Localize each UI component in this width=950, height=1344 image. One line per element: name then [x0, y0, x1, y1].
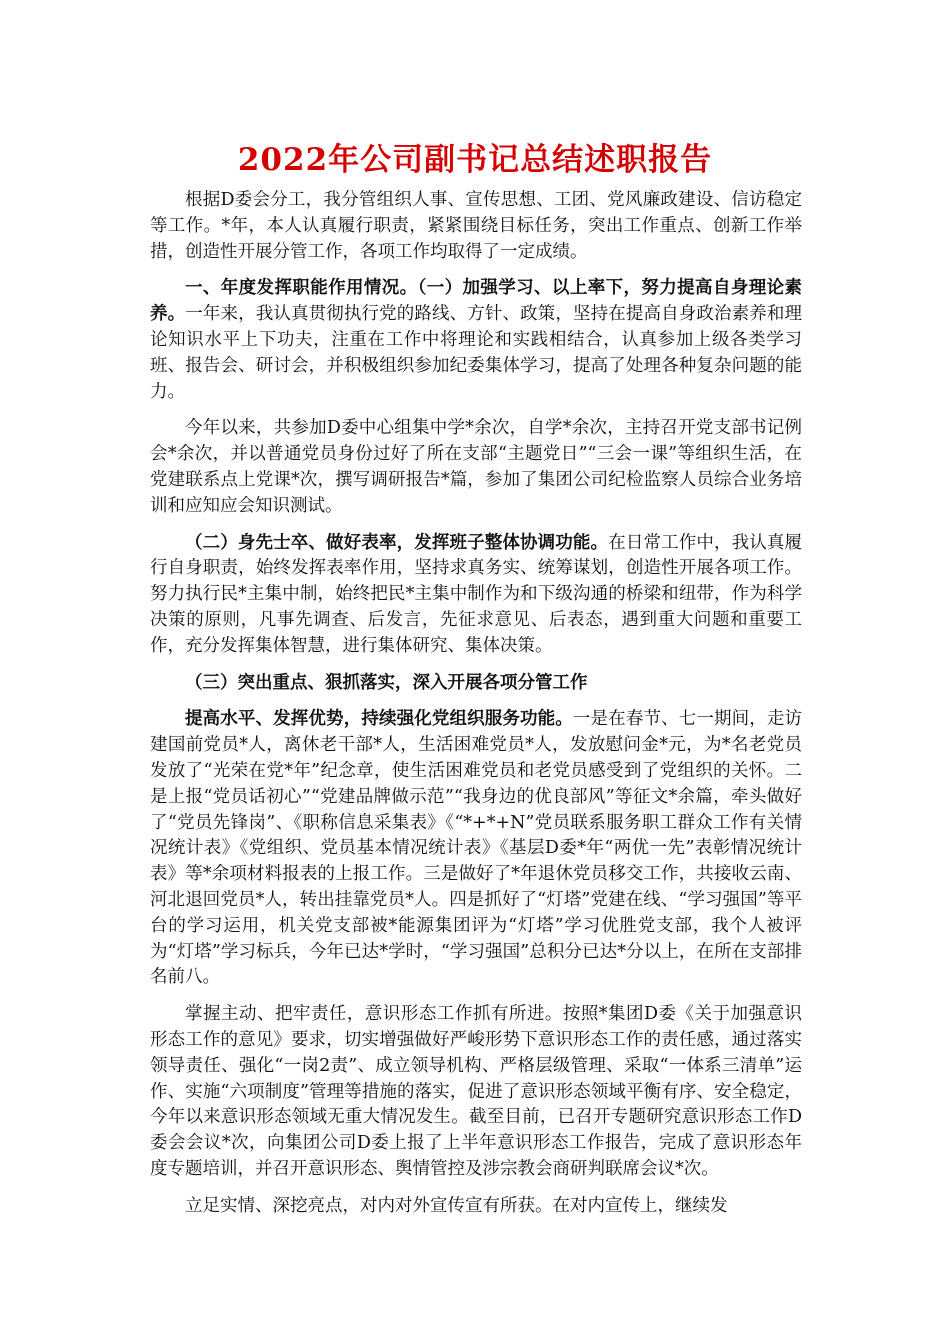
paragraph-text: 今年以来，共参加D委中心组集中学*余次，自学*余次，主持召开党支部书记例会*余次，并以普通党员身份过好了所在支部“主题党日”“三会一课”等组织生活，在党建联系点上党课*次，撰写调研报告*篇，参加了集团公司纪检监察人员综合业务培训和应知应会知识测试。	[150, 418, 802, 516]
paragraph-ideology	[150, 1002, 802, 1183]
paragraph-section-1	[150, 276, 802, 405]
section-heading: 一、年度发挥职能作用情况。（一）加强学习、以上率下，努力提高自身理论素养。	[150, 278, 802, 325]
subsection-heading: （三）突出重点、狠抓落实，深入开展各项分管工作	[185, 672, 588, 693]
document-body	[150, 188, 802, 1230]
paragraph-text: 一是在春节、七一期间，走访建国前党员*人，离休老干部*人，生活困难党员*人，发放慰问金*元，为*名老党员发放了“光荣在党*年”纪念章，使生活困难党员和老党员感受到了党组织的关怀。二是上报“党员话初心”“党建品牌做示范”“我身边的优良部风”等征文*余篇，牵头做好了“党员先锋岗”、《职称信息采集表》《“*+*+N”党员联系服务职工群众工作有关情况统计表》《党组织、党员基本情况统计表》《基层D委*年“两优一先”表彰情况统计表》等*余项材料报表的上报工作。三是做好了*年退休党员移交工作，共接收云南、河北退回党员*人，转出挂靠党员*人。四是抓好了“灯塔”党建在线、“学习强国”等平台的学习运用，机关党支部被*能源集团评为“灯塔”学习优胜党支部，我个人被评为“灯塔”学习标兵，今年已达*学时，“学习强国”总积分已达*分以上，在所在支部排名前八。	[150, 709, 803, 988]
paragraph-subsection-3	[150, 671, 802, 697]
paragraph-intro	[150, 188, 802, 265]
paragraph-text: 立足实情、深挖亮点，对内对外宣传宣有所获。在对内宣传上，继续发	[185, 1195, 728, 1216]
paragraph-text: 一年来，我认真贯彻执行党的路线、方针、政策，坚持在提高自身政治素养和理论知识水平上下功夫，注重在工作中将理论和实践相结合，认真参加上级各类学习班、报告会、研讨会，并积极组织参加纪委集体学习，提高了处理各种复杂问题的能力。	[150, 304, 802, 402]
paragraph-publicity	[150, 1194, 802, 1220]
paragraph-study-stats	[150, 416, 802, 519]
paragraph-subsection-2	[150, 531, 802, 660]
subsection-heading: （二）身先士卒、做好表率，发挥班子整体协调功能。	[185, 532, 609, 553]
paragraph-text: 根据D委会分工，我分管组织人事、宣传思想、工团、党风廉政建设、信访稳定等工作。*年，本人认真履行职责，紧紧围绕目标任务，突出工作重点、创新工作举措，创造性开展分管工作，各项工作均取得了一定成绩。	[150, 190, 802, 262]
document-title: 2022年公司副书记总结述职报告	[237, 142, 713, 178]
paragraph-text: 在日常工作中，我认真履行自身职责，始终发挥表率作用，坚持求真务实、统筹谋划，创造性开展各项工作。努力执行民*主集中制，始终把民*主集中制作为和下级沟通的桥梁和纽带，作为科学决策的原则，凡事先调查、后发言，先征求意见、后表态，遇到重大问题和重要工作，充分发挥集体智慧，进行集体研究、集体决策。	[150, 532, 803, 656]
paragraph-party-service	[150, 707, 802, 991]
paragraph-text: 掌握主动、把牢责任，意识形态工作抓有所进。按照*集团D委《关于加强意识形态工作的意见》要求，切实增强做好严峻形势下意识形态工作的责任感，通过落实领导责任、强化“一岗2责”、成立领导机构、严格层级管理、采取“一体系三清单”运作、实施“六项制度”管理等措施的落实，促进了意识形态领域平衡有序、安全稳定，今年以来意识形态领域无重大情况发生。截至目前，已召开专题研究意识形态工作D委会会议*次，向集团公司D委上报了上半年意识形态工作报告，完成了意识形态年度专题培训，并召开意识形态、舆情管控及涉宗教会商研判联席会议*次。	[150, 1004, 802, 1179]
paragraph-heading: 提高水平、发挥优势，持续强化党组织服务功能。	[185, 709, 573, 730]
